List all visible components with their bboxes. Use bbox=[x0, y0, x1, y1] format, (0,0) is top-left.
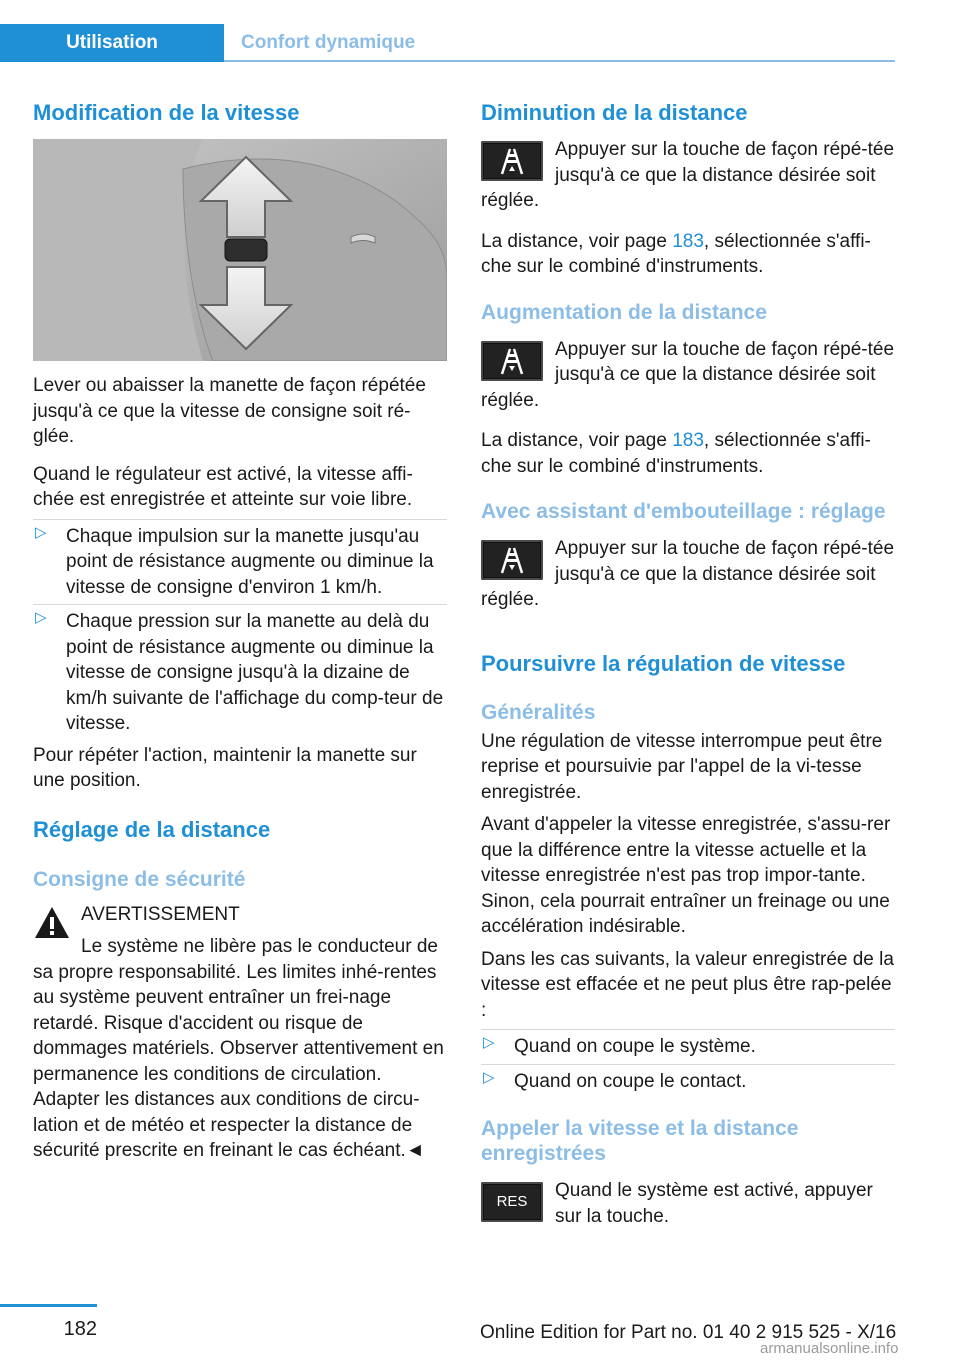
triangle-bullet-icon: ▷ bbox=[483, 1034, 495, 1051]
traffic-block bbox=[481, 536, 895, 613]
heading-decrease-distance: Diminution de la distance bbox=[481, 100, 748, 125]
distance-button-icon bbox=[481, 540, 543, 580]
distance-button-icon bbox=[481, 341, 543, 381]
page-link-183[interactable]: 183 bbox=[672, 230, 704, 252]
list-item bbox=[33, 519, 447, 605]
list-item bbox=[481, 1064, 895, 1099]
distance-button-icon bbox=[481, 141, 543, 181]
increase-text: Appuyer sur la touche de façon répé‐tée jusqu'à ce que la distance désirée soit réglée. bbox=[481, 338, 895, 411]
heading-continue-regulation: Poursuivre la régulation de vitesse bbox=[481, 650, 846, 676]
decrease-note bbox=[481, 229, 895, 280]
car-distance-icon bbox=[481, 540, 543, 580]
decrease-block bbox=[481, 137, 895, 214]
header-rule bbox=[224, 60, 895, 62]
heading-increase-distance: Augmentation de la distance bbox=[481, 300, 767, 324]
warning-block bbox=[33, 902, 447, 1164]
note-text: , sélectionnée s'affi‐che sur le combiné d'instruments. bbox=[481, 430, 871, 477]
para-general-1: Une régulation de vitesse interrompue peut être reprise et poursuivie par l'appel de la vi‐tesse enregistrée. bbox=[481, 730, 883, 803]
car-distance-icon bbox=[481, 341, 543, 381]
warning-title: AVERTISSEMENT bbox=[81, 903, 240, 925]
note-text: La distance, voir page bbox=[481, 430, 673, 451]
edition-note: Online Edition for Part no. 01 40 2 915 525 - X/16 bbox=[480, 1322, 897, 1343]
traffic-text: Appuyer sur la touche de façon répé‐tée jusqu'à ce que la distance désirée soit réglée. bbox=[481, 538, 895, 610]
heading-recall: Appeler la vitesse et la distance enregistrées bbox=[481, 1117, 799, 1165]
list-item-text: Chaque impulsion sur la manette jusqu'au point de résistance augmente ou diminue la vitesse de consigne d'environ 1 km/h. bbox=[66, 525, 434, 598]
heading-speed-change: Modification de la vitesse bbox=[33, 100, 300, 125]
list-item-text: Quand on coupe le système. bbox=[514, 1036, 756, 1057]
warning-icon bbox=[33, 905, 71, 941]
para-lever: Lever ou abaisser la manette de façon répétée jusqu'à ce que la vitesse de consigne soit ré‐glée. bbox=[33, 375, 426, 447]
watermark: armanualsonline.info bbox=[760, 1340, 899, 1357]
decrease-text: Appuyer sur la touche de façon répé‐tée jusqu'à ce que la distance désirée soit réglée. bbox=[481, 139, 895, 211]
tab-utilisation[interactable]: Utilisation bbox=[0, 24, 224, 62]
warning-text: Le système ne libère pas le conducteur de sa propre responsabilité. Les limites inhé‐rentes au système peuvent entraîner un frei‐nage retardé. Risque d'accident ou risque de dommages matériels. Observer attentivement en permanence les conditions de circulation. Adapter les distances aux conditions de circu‐lation et de météo et respecter la distance de sécurité prescrite en freinant le cas échéant.◄ bbox=[33, 936, 444, 1161]
cancel-bullet-list bbox=[481, 1029, 895, 1098]
steering-wheel-lever-image bbox=[33, 139, 447, 361]
heading-general: Généralités bbox=[481, 700, 596, 724]
page-number-rule bbox=[0, 1304, 97, 1307]
heading-traffic-jam-assistant: Avec assistant d'embouteillage : réglage bbox=[481, 500, 886, 523]
increase-note bbox=[481, 428, 895, 479]
para-general-3: Dans les cas suivants, la valeur enregistrée de la vitesse est effacée et ne peut plus être rap‐pelée : bbox=[481, 948, 894, 1021]
triangle-bullet-icon: ▷ bbox=[35, 609, 47, 626]
para-regulator: Quand le régulateur est activé, la vitesse affi‐chée est enregistrée et atteinte sur voie libre. bbox=[33, 463, 413, 510]
heading-distance-setting: Réglage de la distance bbox=[33, 816, 271, 842]
list-item bbox=[481, 1029, 895, 1064]
left-column bbox=[33, 100, 447, 1164]
recall-text: Quand le système est activé, appuyer sur la touche. bbox=[555, 1180, 873, 1227]
note-text: La distance, voir page bbox=[481, 230, 673, 252]
heading-safety: Consigne de sécurité bbox=[33, 867, 246, 891]
res-button-icon: RES bbox=[481, 1182, 543, 1222]
increase-block bbox=[481, 337, 895, 414]
list-item-text: Quand on coupe le contact. bbox=[514, 1070, 747, 1092]
page-number: 182 bbox=[63, 1318, 97, 1340]
para-repeat: Pour répéter l'action, maintenir la manette sur une position. bbox=[33, 744, 417, 791]
triangle-bullet-icon: ▷ bbox=[35, 523, 47, 541]
right-column bbox=[481, 100, 895, 1229]
car-distance-icon bbox=[481, 141, 543, 181]
triangle-bullet-icon: ▷ bbox=[483, 1068, 495, 1086]
recall-block bbox=[481, 1178, 895, 1229]
para-general-2: Avant d'appeler la vitesse enregistrée, s'assu‐rer que la différence entre la vitesse actuelle et la vitesse enregistrée n'est pas trop impor‐tante. Sinon, cela pourrait entraîner un freinage ou une accélération indésirable. bbox=[481, 814, 891, 937]
page-link-183[interactable]: 183 bbox=[672, 430, 704, 451]
note-text: , sélectionnée s'affi‐che sur le combiné d'instruments. bbox=[481, 230, 871, 277]
list-item bbox=[33, 604, 447, 741]
tab-confort-dynamique[interactable]: Confort dynamique bbox=[241, 32, 416, 53]
page-header bbox=[0, 0, 895, 62]
list-item-text: Chaque pression sur la manette au delà du point de résistance augmente ou diminue la vitesse de consigne jusqu'à la dizaine de km/h suivante de l'affichage du comp‐teur de vitesse. bbox=[66, 611, 444, 734]
speed-bullet-list bbox=[33, 519, 447, 741]
